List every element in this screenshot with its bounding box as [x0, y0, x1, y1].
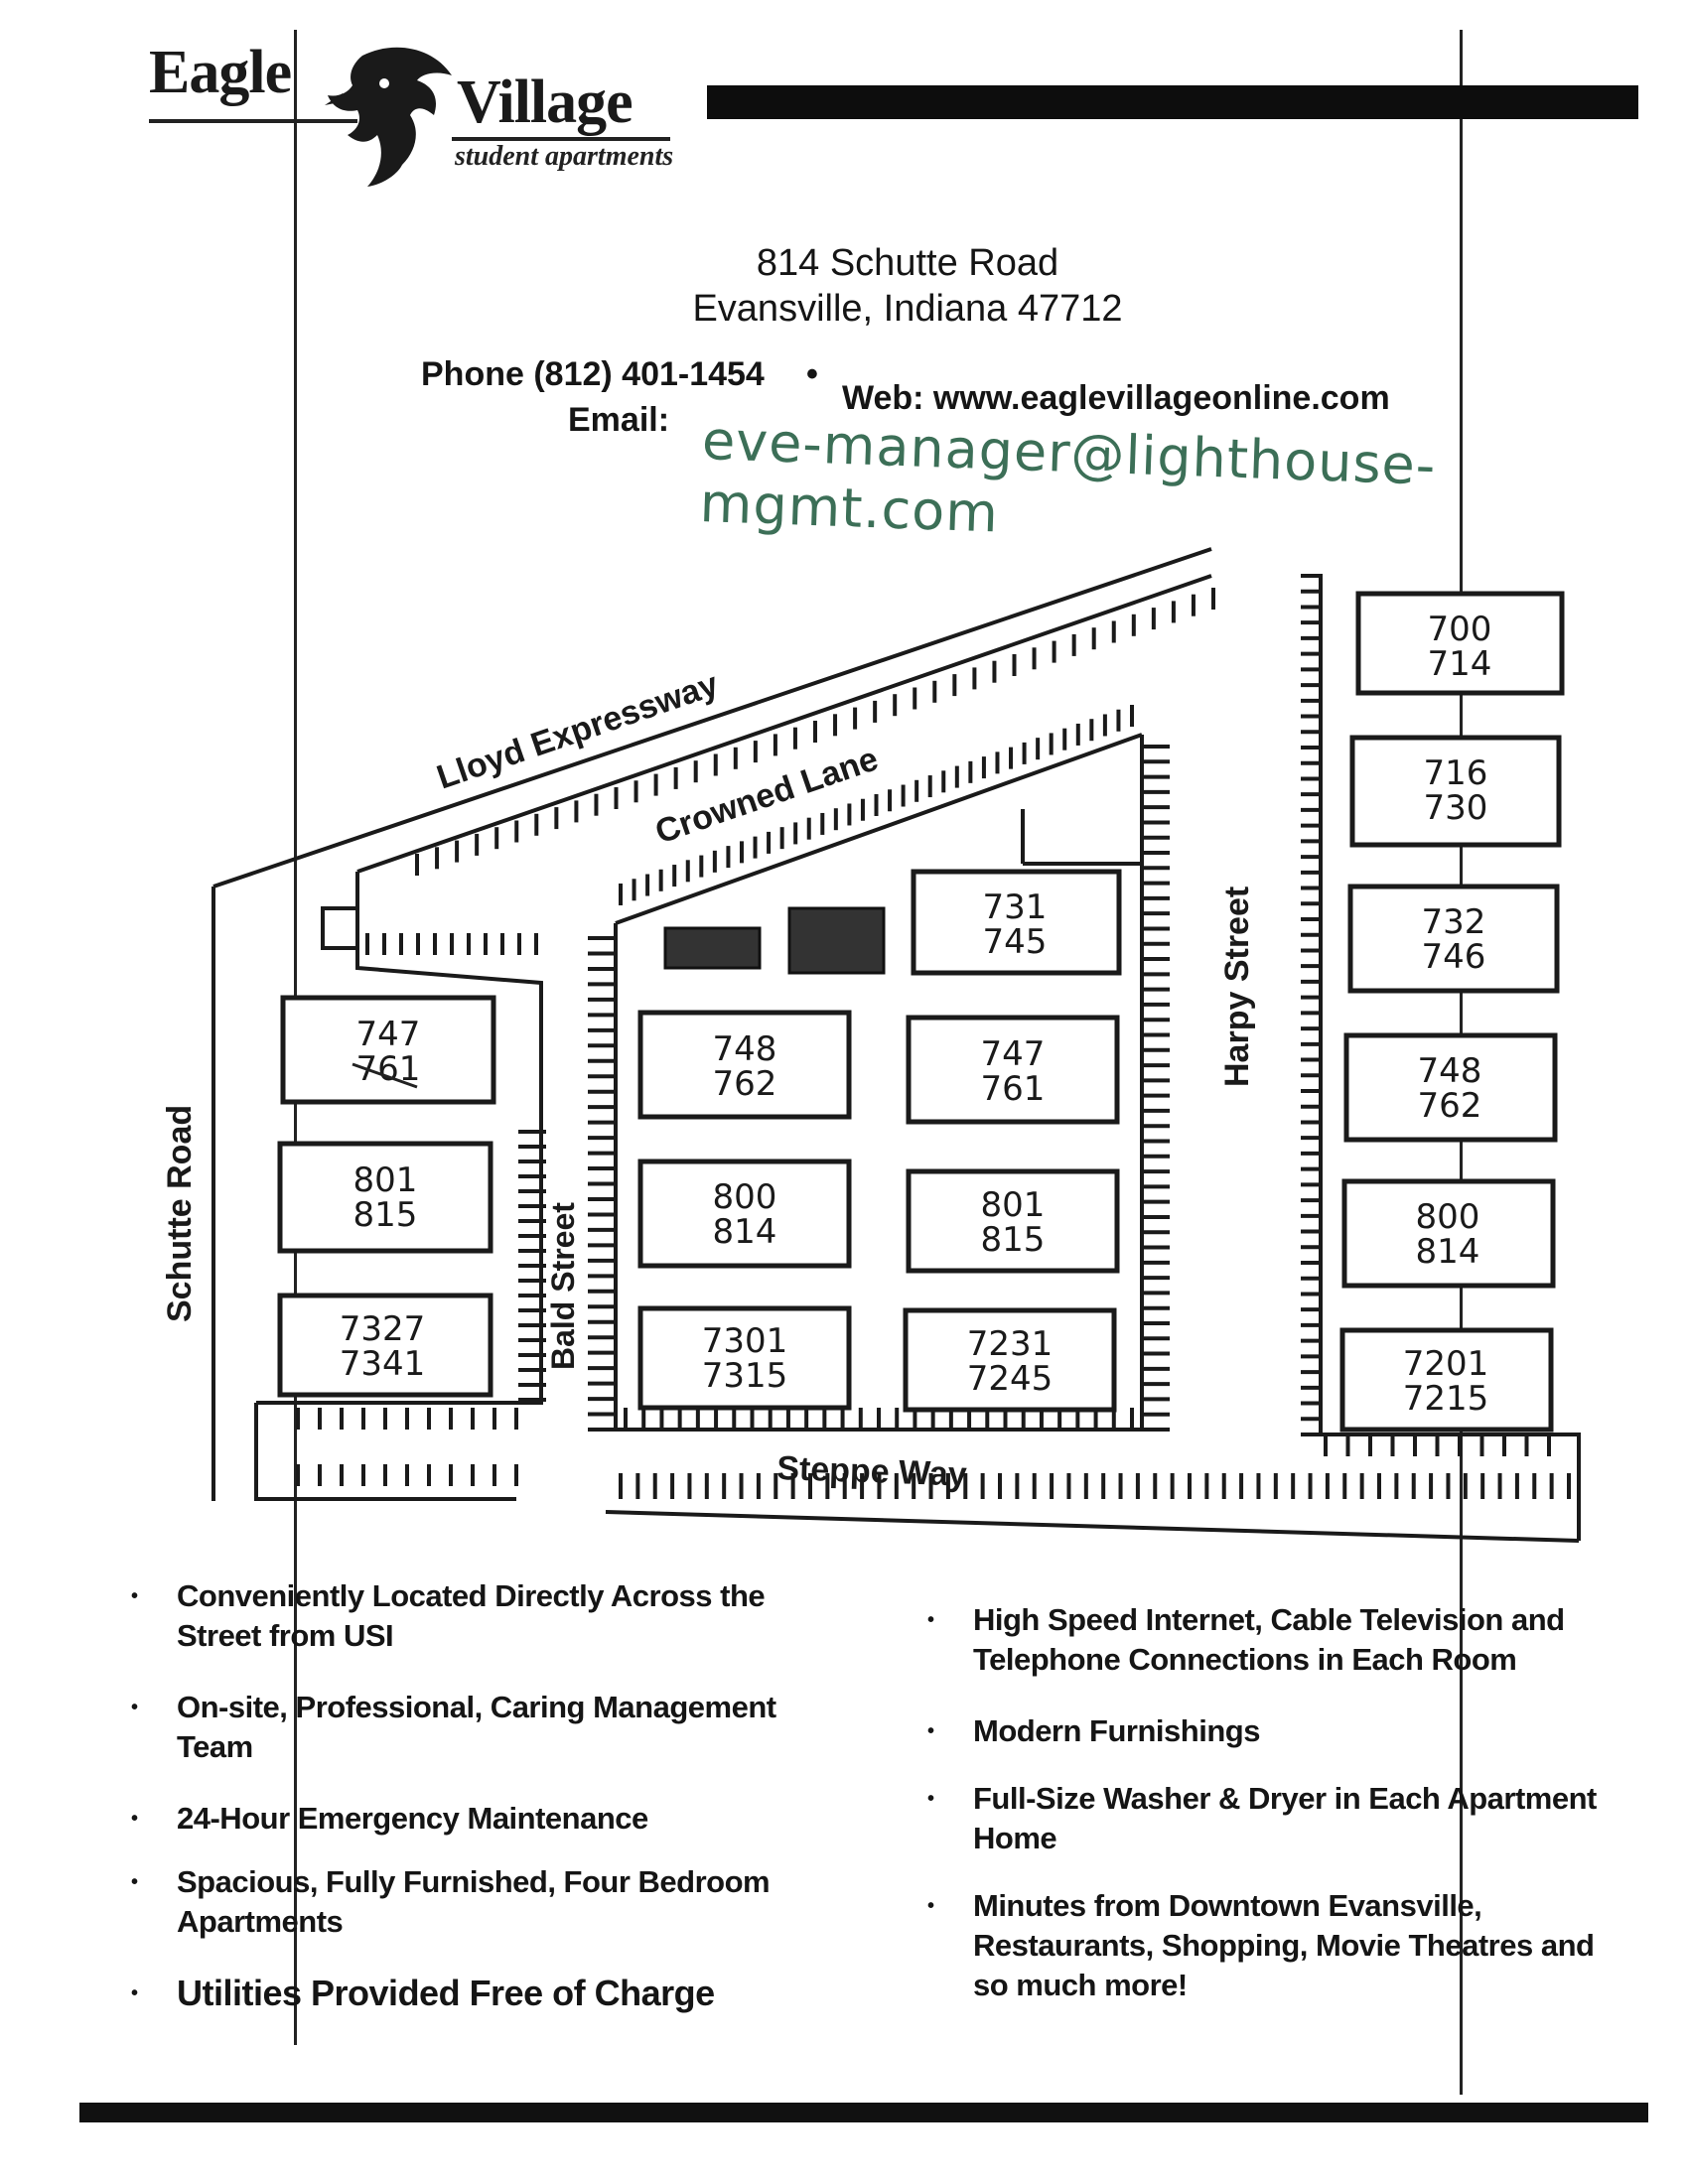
building-7231-num1: 7231 [966, 1324, 1054, 1364]
building-801m-num2: 815 [980, 1220, 1046, 1260]
contact-separator: • [806, 355, 818, 393]
amenity-right-1: • High Speed Internet, Cable Television and Telephone Connections in Each Room [927, 1602, 1565, 1677]
web-address: Web: www.eaglevillageonline.com [842, 379, 1390, 417]
building-7301-num2: 7315 [701, 1356, 788, 1396]
building-700-num2: 714 [1427, 644, 1492, 684]
amenity-right-4: • Minutes from Downtown Evansville, Restaurants, Shopping, Movie Theatres and so much more! [927, 1888, 1595, 2002]
building-800m-num2: 814 [712, 1212, 777, 1252]
building-747m-num2: 761 [980, 1069, 1046, 1109]
building-747w-num2: 761 [355, 1049, 421, 1089]
office-block-2 [789, 908, 884, 973]
footer-bar [79, 2103, 1648, 2122]
building-716-num1: 716 [1423, 753, 1488, 793]
email-label: Email: [568, 401, 670, 439]
amenity-left-1: • Conveniently Located Directly Across the Street from USI [131, 1578, 766, 1653]
building-7231-num2: 7245 [966, 1359, 1054, 1399]
amenity-left-2: • On-site, Professional, Caring Management Team [131, 1690, 776, 1764]
phone-number: Phone (812) 401-1454 [421, 355, 765, 393]
amenity-right-2: • Modern Furnishings [927, 1713, 1260, 1748]
building-732-num1: 732 [1421, 902, 1486, 942]
street-bald: Bald Street [545, 1202, 581, 1370]
building-7301-num1: 7301 [701, 1321, 788, 1361]
building-801w-num1: 801 [352, 1160, 418, 1200]
building-7327-num1: 7327 [339, 1309, 426, 1349]
amenity-left-4: • Spacious, Fully Furnished, Four Bedroom Apartments [131, 1864, 771, 1939]
street-harpy: Harpy Street [1218, 886, 1256, 1087]
building-747w-num1: 747 [355, 1015, 421, 1054]
email-handwritten: eve-manager@lighthouse-mgmt.com [698, 409, 1438, 545]
logo-word-eagle: Eagle [149, 39, 292, 106]
lloyd-expressway-line [213, 549, 1211, 887]
steppe-way-line [606, 1512, 1579, 1541]
logo-word-village: Village [457, 68, 633, 136]
logo-tagline: student apartments [455, 141, 674, 172]
building-7201-num1: 7201 [1402, 1344, 1489, 1384]
street-steppe-way: Steppe Way [775, 1449, 968, 1494]
building-748m-num2: 762 [712, 1064, 777, 1104]
building-747m-num1: 747 [980, 1034, 1046, 1074]
building-748e-num2: 762 [1417, 1086, 1482, 1126]
building-732-num2: 746 [1421, 937, 1486, 977]
street-lloyd-expressway: Lloyd Expressway [432, 665, 724, 797]
amenity-right-3: • Full-Size Washer & Dryer in Each Apartment Home [927, 1781, 1597, 1855]
building-801w-num2: 815 [352, 1195, 418, 1235]
street-schutte-road: Schutte Road [161, 1104, 199, 1322]
building-7201-num2: 7215 [1402, 1379, 1489, 1419]
amenity-left-3: • 24-Hour Emergency Maintenance [131, 1801, 648, 1836]
amenity-left-5: • Utilities Provided Free of Charge [131, 1973, 715, 2013]
west-lot-small-box [323, 908, 357, 948]
building-801m-num1: 801 [980, 1185, 1046, 1225]
building-7327-num2: 7341 [339, 1344, 426, 1384]
building-731-num1: 731 [982, 887, 1048, 927]
building-700-num1: 700 [1427, 610, 1492, 649]
building-800e-num2: 814 [1415, 1232, 1480, 1272]
building-748m-num1: 748 [712, 1029, 777, 1069]
building-731-num2: 745 [982, 922, 1048, 962]
building-748e-num1: 748 [1417, 1051, 1482, 1091]
building-800e-num1: 800 [1415, 1197, 1480, 1237]
office-block-1 [665, 928, 760, 968]
lloyd-expressway-inner [357, 576, 1211, 872]
street-crowned-lane: Crowned Lane [650, 740, 884, 852]
building-716-num2: 730 [1423, 788, 1488, 828]
address-line-1: 814 Schutte Road [756, 242, 1059, 284]
address-line-2: Evansville, Indiana 47712 [692, 288, 1123, 330]
building-800m-num1: 800 [712, 1177, 777, 1217]
